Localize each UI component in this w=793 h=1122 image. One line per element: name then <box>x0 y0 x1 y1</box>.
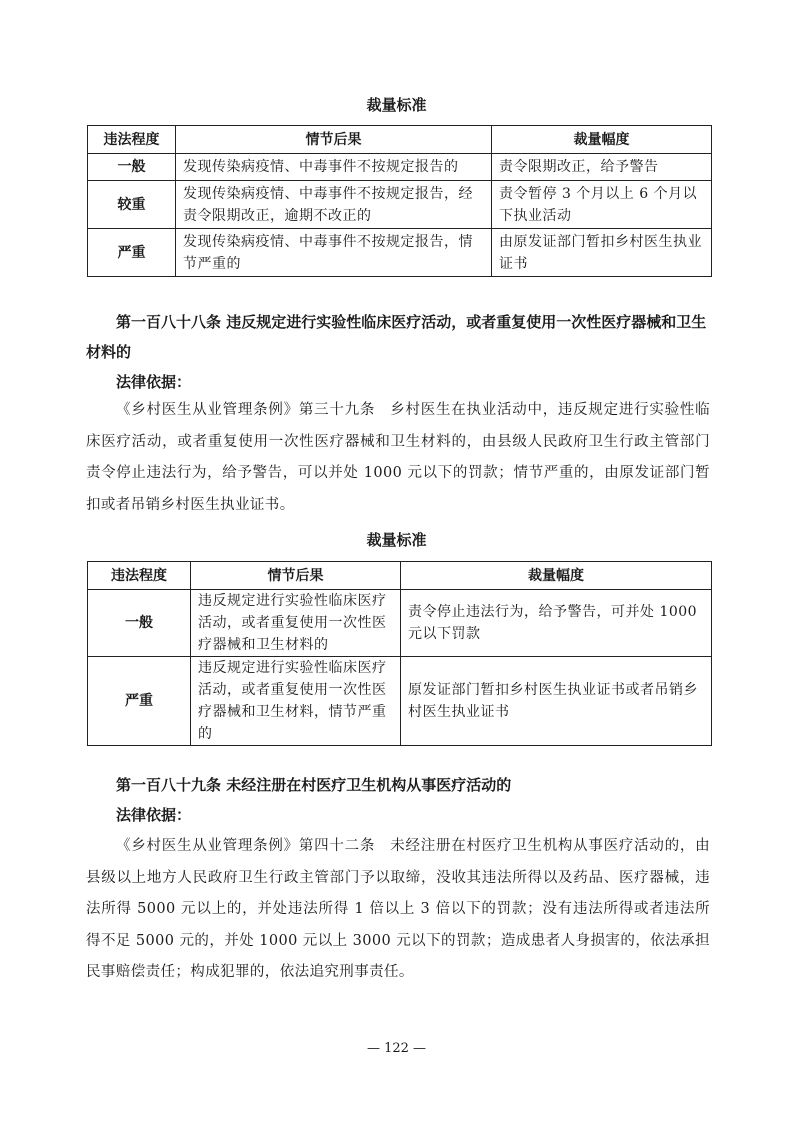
header-violation-degree: 违法程度 <box>88 126 176 154</box>
discretion-table-1 <box>87 125 712 277</box>
penalty-cell: 由原发证部门暂扣乡村医生执业证书 <box>492 229 712 277</box>
header-penalty-range: 裁量幅度 <box>401 562 712 590</box>
table-row <box>88 154 712 181</box>
circumstance-cell: 发现传染病疫情、中毒事件不按规定报告的 <box>176 154 492 181</box>
violation-level: 较重 <box>88 181 176 229</box>
penalty-cell: 原发证部门暂扣乡村医生执业证书或者吊销乡村医生执业证书 <box>401 657 712 746</box>
violation-level: 一般 <box>88 154 176 181</box>
table-row <box>88 590 712 657</box>
article-189-heading: 第一百八十九条 未经注册在村医疗卫生机构从事医疗活动的 <box>116 776 512 794</box>
penalty-cell: 责令限期改正，给予警告 <box>492 154 712 181</box>
violation-level: 严重 <box>88 229 176 277</box>
violation-level: 严重 <box>88 657 191 746</box>
penalty-cell: 责令暂停 3 个月以上 6 个月以下执业活动 <box>492 181 712 229</box>
table-header-row <box>88 562 712 590</box>
article-189-body: 《乡村医生从业管理条例》第四十二条 未经注册在村医疗卫生机构从事医疗活动的，由县级以上地方人民政府卫生行政主管部门予以取缔，没收其违法所得以及药品、医疗器械，违法所得 5000 元以上的，并处违法所得 1 倍以上 3 倍以下的罚款；没有违法所得或者违法所得不足 5000 元的，并处 1000 元以上 3000 元以下的罚款；造成患者人身损害的，依法承担民事赔偿责任；构成犯罪的，依法追究刑事责任。 <box>86 838 710 980</box>
penalty-cell: 责令停止违法行为，给予警告，可并处 1000 元以下罚款 <box>401 590 712 657</box>
table-row <box>88 657 712 746</box>
violation-level: 一般 <box>88 590 191 657</box>
table-row <box>88 181 712 229</box>
table-row <box>88 229 712 277</box>
legal-basis-label: 法律依据： <box>116 806 192 824</box>
table1-caption: 裁量标准 <box>366 96 427 114</box>
table-header-row <box>88 126 712 154</box>
header-penalty-range: 裁量幅度 <box>492 126 712 154</box>
circumstance-cell: 违反规定进行实验性临床医疗活动，或者重复使用一次性医疗器械和卫生材料，情节严重的 <box>191 657 401 746</box>
circumstance-cell: 发现传染病疫情、中毒事件不按规定报告，情节严重的 <box>176 229 492 277</box>
discretion-table-2 <box>87 561 712 746</box>
header-violation-degree: 违法程度 <box>88 562 191 590</box>
circumstance-cell: 发现传染病疫情、中毒事件不按规定报告，经责令限期改正，逾期不改正的 <box>176 181 492 229</box>
article-188-body: 《乡村医生从业管理条例》第三十九条 乡村医生在执业活动中，违反规定进行实验性临床医疗活动，或者重复使用一次性医疗器械和卫生材料的，由县级人民政府卫生行政主管部门责令停止违法行为，给予警告，可以并处 1000 元以下的罚款；情节严重的，由原发证部门暂扣或者吊销乡村医生执业证书。 <box>86 402 710 513</box>
header-circumstance: 情节后果 <box>191 562 401 590</box>
article-188-heading: 第一百八十八条 违反规定进行实验性临床医疗活动，或者重复使用一次性医疗器械和卫生材料的 <box>86 313 707 361</box>
header-circumstance: 情节后果 <box>176 126 492 154</box>
table2-caption: 裁量标准 <box>366 531 427 549</box>
page-number: — 122 — <box>366 1041 427 1056</box>
circumstance-cell: 违反规定进行实验性临床医疗活动，或者重复使用一次性医疗器械和卫生材料的 <box>191 590 401 657</box>
legal-basis-label: 法律依据： <box>116 373 192 391</box>
